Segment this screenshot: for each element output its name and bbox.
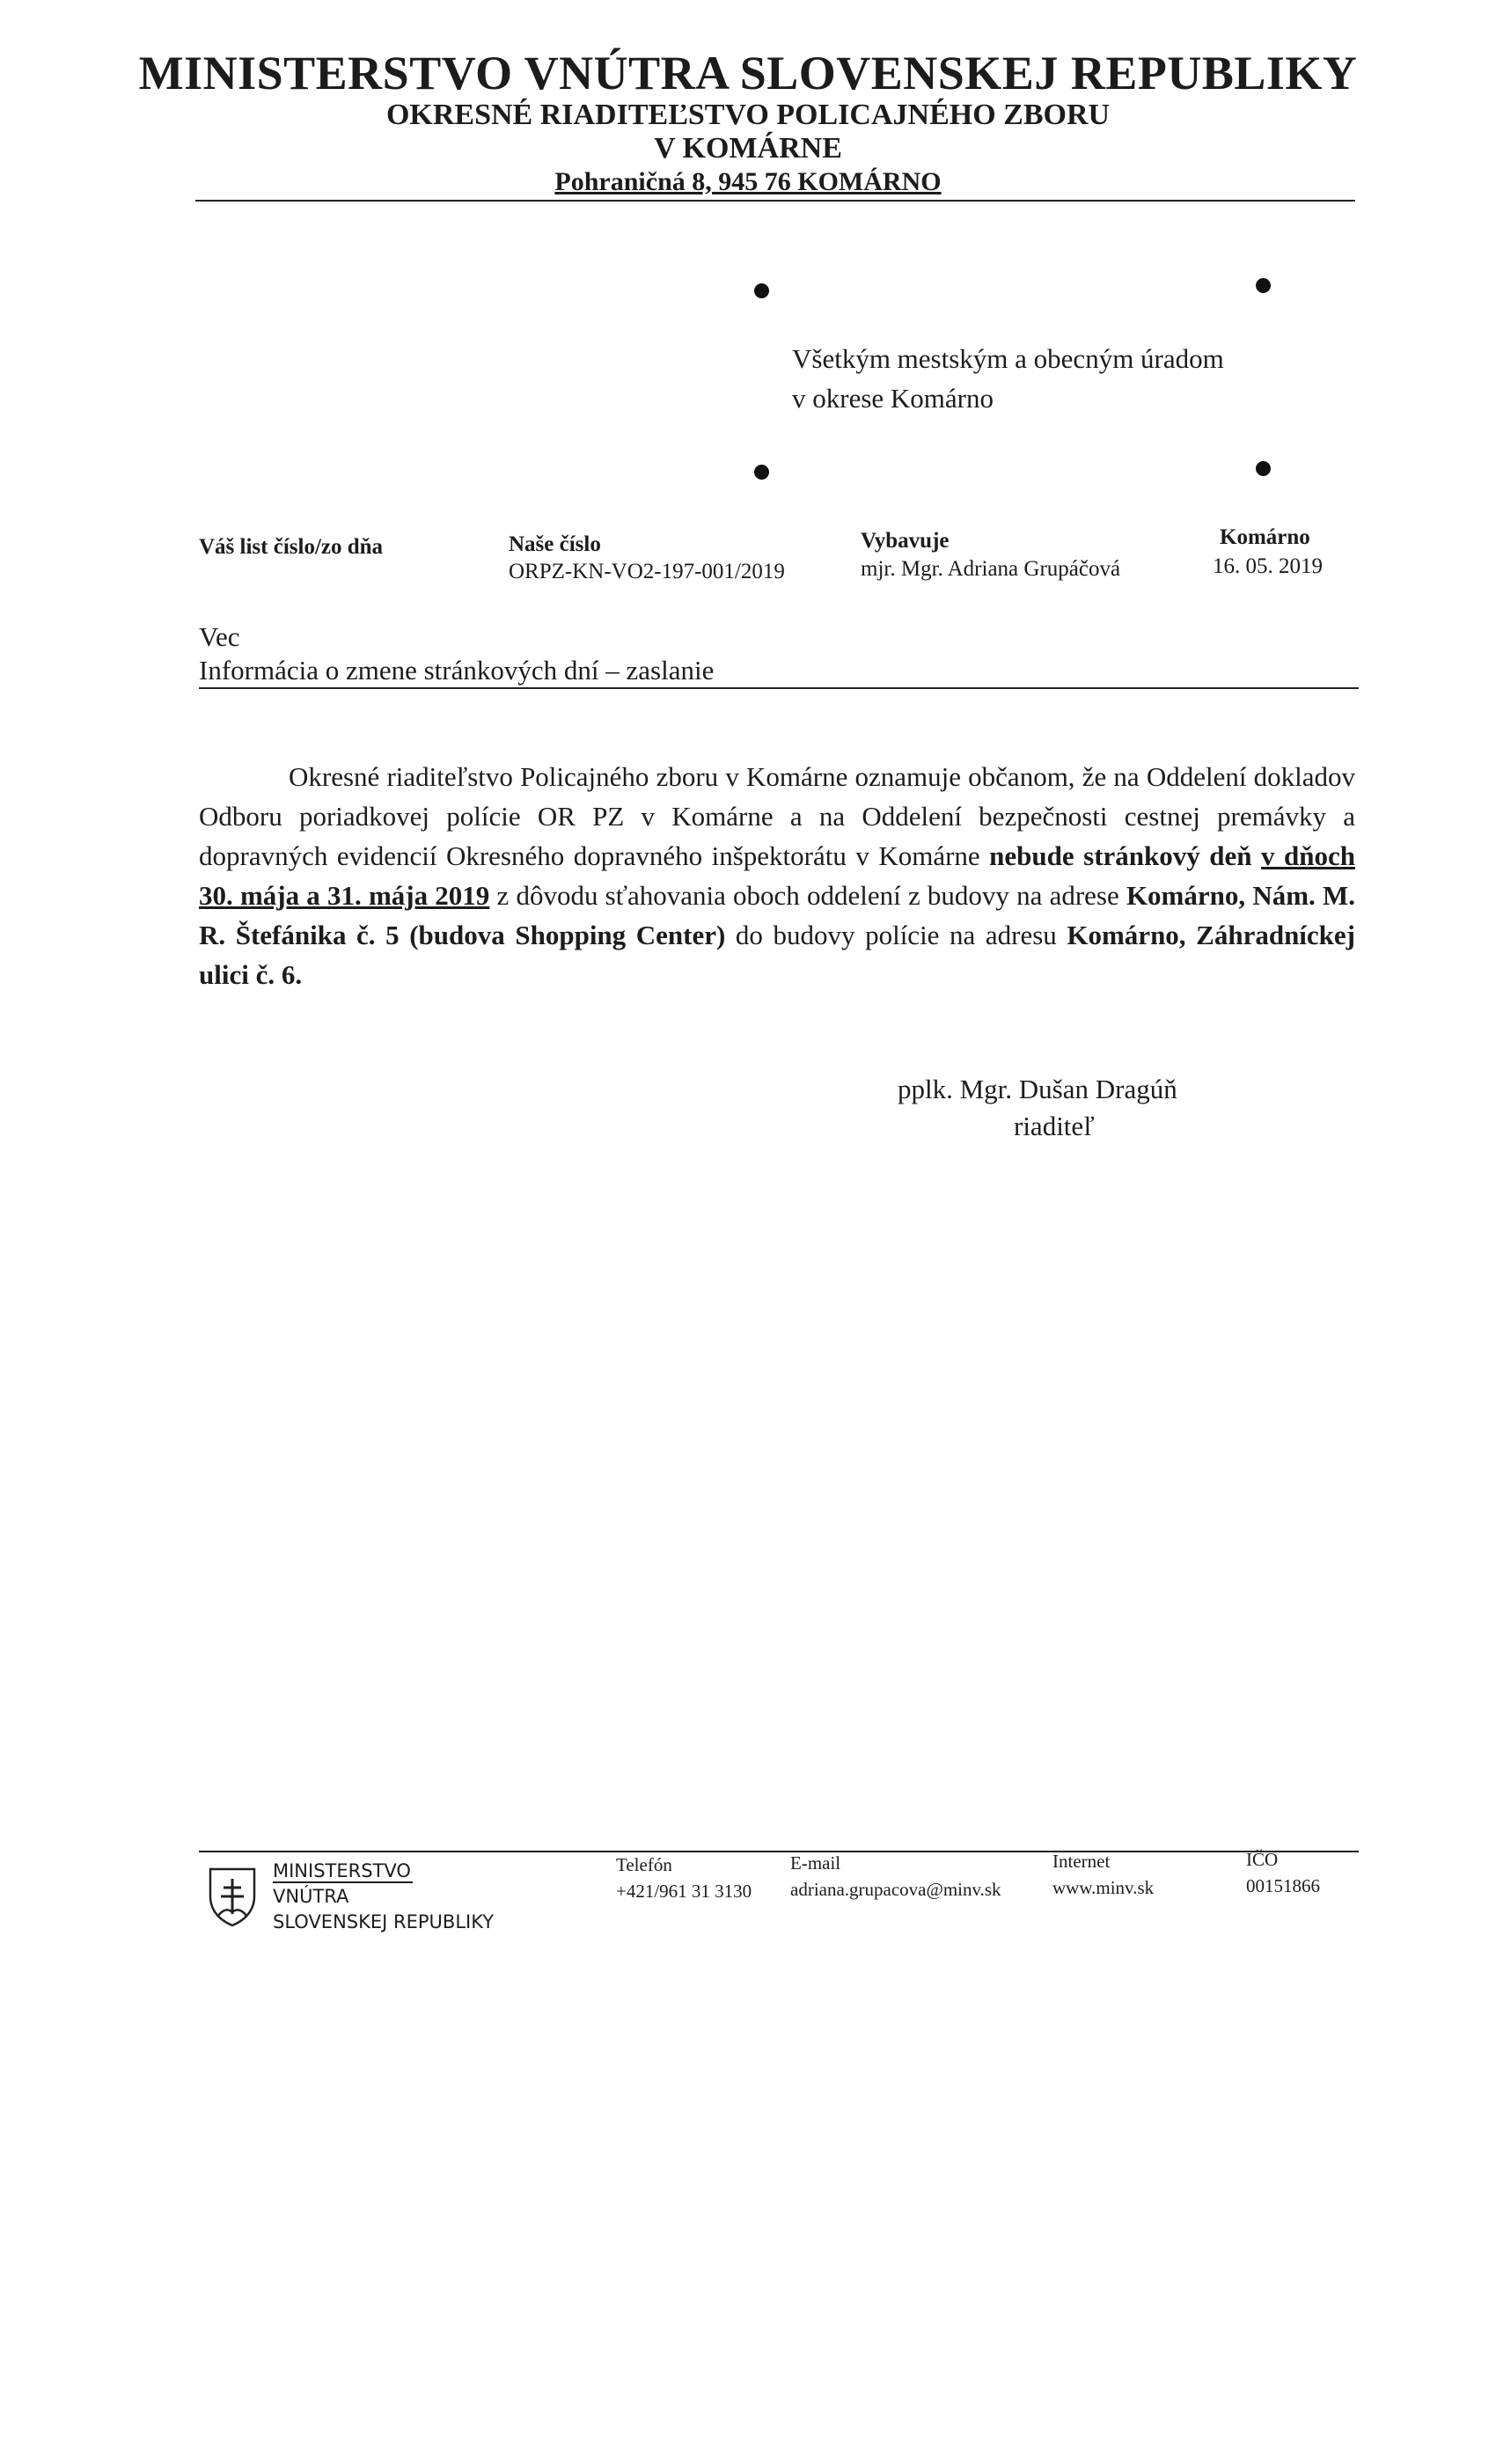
subject-divider [199,687,1359,689]
recipient-block [792,339,1224,418]
body-dates: v dňoch 30. mája a 31. mája 2019 [199,840,1356,911]
footer-org [273,1859,494,1935]
phone-label: Telefón [616,1854,672,1875]
recipient-line: v okrese Komárno [792,383,994,414]
recipient-line: Všetkým mestským a obecným úradom [792,343,1224,374]
handled-by-label: Vybavuje [861,529,950,553]
internet-value: www.minv.sk [1052,1877,1155,1898]
phone-value: +421/961 31 3130 [616,1881,752,1902]
footer-email [790,1850,1001,1903]
footer-divider [199,1851,1359,1852]
body-emphasis: nebude stránkový deň [989,840,1252,871]
email-label: E-mail [790,1852,841,1874]
footer-ico [1246,1846,1320,1899]
email-value: adriana.grupacova@minv.sk [790,1879,1001,1900]
our-number-label: Naše číslo [509,532,601,556]
your-letter-label: Váš list číslo/zo dňa [199,535,384,559]
window-mark-dot [1256,461,1271,476]
window-mark-dot [1256,278,1271,293]
signatory-name: pplk. Mgr. Dušan Dragúň [898,1074,1177,1104]
internet-label: Internet [1052,1851,1111,1872]
body-new-address: Komárno, Záhradníckej ulici č. 6. [199,920,1355,990]
subject-label: Vec [199,621,240,652]
letter-date: 16. 05. 2019 [1213,554,1323,578]
city-title: V KOMÁRNE [654,132,842,165]
footer-org-line: VNÚTRA [273,1886,349,1907]
coat-of-arms-icon [208,1866,257,1928]
body-text-part: z dôvodu sťahovania oboch oddelení z budovy na adrese [489,880,1126,911]
ministry-title: MINISTERSTVO VNÚTRA SLOVENSKEJ REPUBLIKY [138,47,1358,99]
directorate-title: OKRESNÉ RIADITEĽSTVO POLICAJNÉHO ZBORU [385,99,1111,131]
window-mark-dot [754,465,769,480]
place-label: Komárno [1220,525,1310,549]
signatory-title: riaditeľ [1014,1111,1095,1141]
ico-label: IČO [1246,1849,1279,1870]
window-mark-dot [754,283,769,298]
header-address [0,167,1496,197]
footer-phone [616,1852,752,1904]
body-text-part: Okresné riaditeľstvo Policajného zboru v Komárne oznamuje občanom, že na Oddelení dokladov Odboru poriadkovej polície OR PZ v Komárne a na Oddelení bezpečnosti cestnej premávky a dopravných evidencií Okresného dopravného inšpektorátu v Komárne [199,761,1355,871]
ico-value: 00151866 [1246,1875,1320,1896]
subject-text: Informácia o zmene stránkových dní – zaslanie [199,655,715,686]
footer-internet [1052,1848,1154,1901]
body-paragraph [199,757,1355,994]
footer-org-line: SLOVENSKEJ REPUBLIKY [273,1911,495,1932]
header-address-text: Pohraničná 8, 945 76 KOMÁRNO [554,167,942,196]
our-number-value: ORPZ-KN-VO2-197-001/2019 [509,560,785,583]
header-divider [195,200,1355,202]
body-old-address: Komárno, Nám. M. R. Štefánika č. 5 (budova Shopping Center) [199,880,1355,950]
handled-by-value: mjr. Mgr. Adriana Grupáčová [861,557,1121,581]
footer-org-line: MINISTERSTVO [273,1860,411,1881]
body-text-part: do budovy polície na adresu [725,920,1067,950]
